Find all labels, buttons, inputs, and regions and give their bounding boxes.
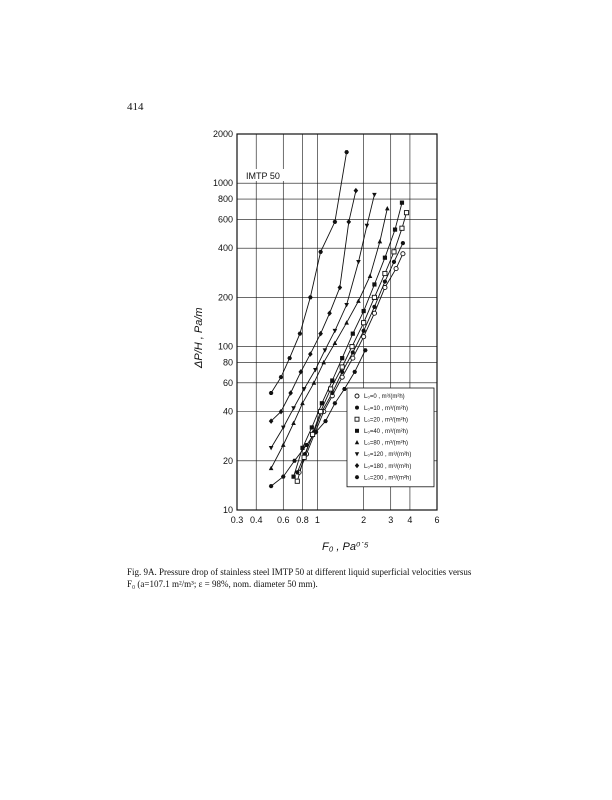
- x-tick-label: 1: [314, 515, 320, 525]
- data-point-5: [281, 442, 286, 446]
- data-point-8: [333, 220, 338, 224]
- data-point-4: [320, 401, 324, 405]
- data-point-1: [383, 285, 387, 289]
- data-point-5: [385, 206, 390, 210]
- data-point-5: [378, 239, 383, 243]
- x-tick-labels: [231, 515, 440, 525]
- data-point-2: [401, 241, 405, 245]
- y-tick-label: 40: [222, 406, 233, 417]
- data-point-4: [372, 282, 376, 286]
- data-point-3: [319, 410, 323, 414]
- data-point-1: [394, 267, 398, 271]
- data-point-2: [392, 260, 396, 264]
- y-tick-label: 1000: [212, 178, 233, 189]
- data-point-8: [298, 332, 303, 336]
- data-point-6: [333, 329, 338, 333]
- y-tick-label: 20: [222, 455, 233, 466]
- y-tick-label: 80: [222, 357, 233, 368]
- x-tick-label: 3: [388, 515, 394, 525]
- figure-caption: [127, 566, 497, 590]
- data-point-3: [400, 226, 404, 230]
- legend-label: L₀=200 , m³/(m²h): [364, 475, 412, 482]
- caption-line-1: Fig. 9A. Pressure drop of stainless steel IMTP 50 at different liquid superficial velocities versus: [127, 567, 472, 577]
- data-point-3: [350, 344, 354, 348]
- data-point-6: [372, 193, 377, 197]
- page-number: 414: [127, 101, 144, 113]
- legend-label: L₀=20 , m³/(m²h): [364, 417, 408, 424]
- data-point-3: [329, 387, 333, 391]
- y-tick-label: 10: [222, 505, 233, 515]
- x-tick-label: 0.3: [230, 515, 244, 525]
- data-point-bottom: [352, 370, 357, 374]
- data-point-1: [340, 375, 344, 379]
- data-point-5: [368, 274, 373, 278]
- y-tick-label: 60: [222, 377, 233, 388]
- series-line-7: [271, 191, 356, 421]
- data-point-5: [291, 421, 296, 425]
- data-point-4: [400, 201, 404, 205]
- legend-label: L₀=120 , m³/(m²h): [364, 452, 412, 459]
- data-point-4: [362, 309, 366, 313]
- legend-marker: [355, 417, 359, 421]
- data-point-4: [351, 332, 355, 336]
- data-point-6: [281, 426, 286, 430]
- data-point-5: [356, 299, 361, 303]
- legend-label: L₀=10 , m³/(m²h): [364, 405, 408, 412]
- data-point-bottom: [333, 401, 338, 405]
- legend-label: L₀=40 , m³/(m²h): [364, 429, 408, 435]
- y-tick-label: 2000: [212, 129, 233, 139]
- data-point-3: [295, 479, 299, 483]
- data-point-8: [318, 250, 323, 254]
- data-point-3: [310, 432, 314, 436]
- data-point-8: [308, 295, 313, 299]
- legend-label: L₀=180 , m³/(m²h): [364, 463, 412, 470]
- data-point-5: [269, 466, 274, 470]
- data-point-2: [340, 370, 344, 374]
- data-point-4: [291, 475, 295, 479]
- data-point-4: [300, 446, 304, 450]
- data-point-5: [333, 341, 338, 345]
- data-point-8: [344, 150, 349, 154]
- data-point-7: [318, 331, 323, 336]
- data-point-8: [269, 391, 274, 395]
- data-point-4: [383, 256, 387, 260]
- y-tick-label: 400: [217, 243, 233, 254]
- legend-box: [347, 388, 434, 487]
- data-point-1: [362, 335, 366, 339]
- legend-marker: [355, 406, 359, 410]
- y-tick-label: 800: [217, 194, 233, 205]
- y-axis-title: ΔP/H , Pa/m: [193, 307, 205, 368]
- data-point-6: [323, 348, 328, 352]
- data-point-6: [291, 406, 296, 410]
- x-tick-label: 0.4: [249, 515, 263, 525]
- data-point-bottom: [292, 459, 297, 463]
- data-point-4: [340, 356, 344, 360]
- data-point-2: [351, 350, 355, 354]
- y-tick-label: 600: [217, 214, 233, 225]
- data-point-8: [287, 356, 292, 360]
- data-point-7: [338, 285, 343, 290]
- legend-marker: [355, 394, 359, 398]
- x-tick-label: 0.6: [277, 515, 290, 525]
- x-tick-label: 2: [361, 515, 367, 525]
- data-point-7: [288, 390, 293, 395]
- data-point-2: [362, 329, 366, 333]
- x-tick-label: 0.8: [296, 515, 309, 525]
- data-point-1: [351, 356, 355, 360]
- data-point-7: [327, 311, 332, 316]
- data-point-2: [372, 305, 376, 309]
- data-point-2: [295, 470, 299, 474]
- data-point-5: [312, 380, 317, 384]
- data-point-3: [372, 295, 376, 299]
- data-point-bottom: [342, 387, 347, 391]
- data-point-1: [401, 252, 405, 256]
- x-axis-title: F₀ , Pa⁰˙⁵: [322, 541, 369, 553]
- data-point-6: [356, 260, 361, 264]
- data-point-7: [308, 351, 313, 356]
- data-point-4: [310, 425, 314, 429]
- data-point-1: [372, 311, 376, 315]
- caption-line-2: F₀ (a=107.1 m²/m³; ε = 98%, nom. diameter 50 mm).: [127, 579, 318, 589]
- legend: [347, 388, 434, 487]
- data-point-6: [344, 303, 349, 307]
- x-tick-label: 4: [407, 515, 413, 525]
- data-point-4: [330, 378, 334, 382]
- chart-annotation: IMTP 50: [246, 171, 280, 181]
- data-point-8: [279, 375, 284, 379]
- data-point-4: [393, 227, 397, 231]
- y-tick-labels: [213, 129, 233, 515]
- data-point-6: [269, 446, 274, 450]
- data-point-6: [365, 224, 370, 228]
- y-tick-label: 200: [217, 292, 233, 303]
- data-point-2: [383, 279, 387, 283]
- data-point-3: [302, 455, 306, 459]
- data-point-7: [346, 219, 351, 224]
- data-point-3: [362, 321, 366, 325]
- data-point-3: [340, 365, 344, 369]
- data-point-5: [300, 401, 305, 405]
- data-point-3: [383, 271, 387, 275]
- data-point-5: [344, 320, 349, 324]
- y-tick-label: 100: [217, 341, 233, 352]
- data-point-3: [404, 211, 408, 215]
- data-point-5: [321, 360, 326, 364]
- data-point-3: [392, 250, 396, 254]
- x-tick-label: 6: [434, 515, 440, 525]
- legend-label: L₀=0 , m³/(m²h): [364, 394, 405, 401]
- legend-label: L₀=80 , m³/(m²h): [364, 440, 408, 447]
- legend-marker: [355, 429, 359, 433]
- data-point-7: [354, 188, 359, 193]
